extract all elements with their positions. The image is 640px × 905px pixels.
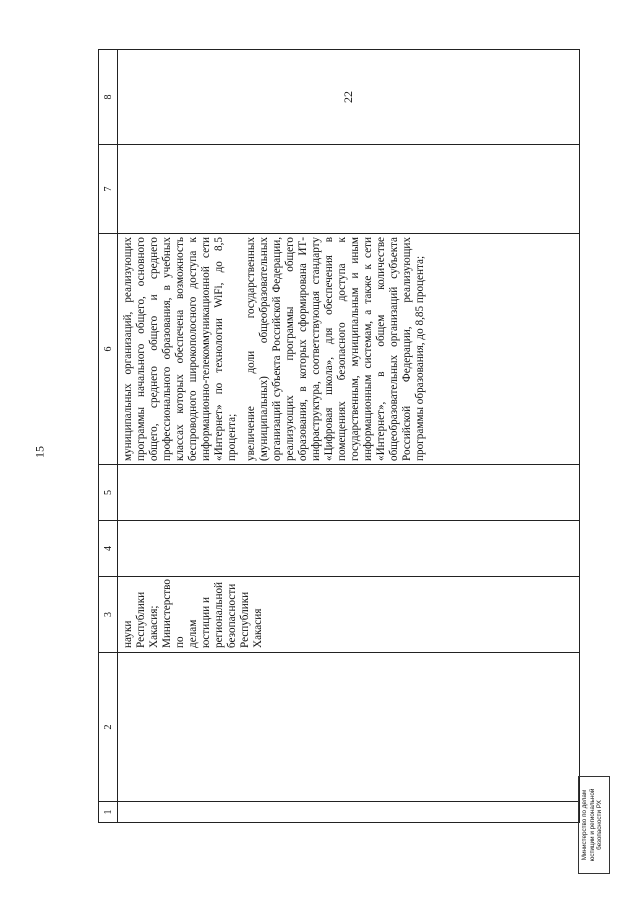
responsible-line: науки [122,620,134,648]
header-col-6: 6 [99,234,118,465]
responsible-line: делам юстиции и [187,597,212,648]
header-col-4: 4 [99,521,118,577]
cell-responsible [118,577,580,653]
cell-col-1 [118,802,580,823]
stamp-line: Министерство по делам [581,789,588,861]
responsible-line: Хакасия; [148,605,160,648]
cell-col-5 [118,465,580,521]
responsible-line: Министерство по [161,579,186,648]
header-col-7: 7 [99,145,118,234]
indicator-paragraph: увеличение доли государственных (муниципальных) общеобразовательных организаций субъекта Российской Федерации, реализующих программы общего образования, в которых сформирована ИТ-инфраструктура, соответствующая стандарту «Цифровая школа», для обеспечения в помещениях безопасного доступа к государственным, муниципальным и иным информационным системам, а также к сети «Интернет», в общем количестве общеобразовательных организаций субъекта Российской Федерации, реализующих программы образования, до 8,85 процента; [245,237,426,461]
header-col-3: 3 [99,577,118,653]
cell-col-7 [118,145,580,234]
stamp-line: юстиции и региональной [588,788,596,862]
cell-value: 22 [118,50,580,145]
header-col-1: 1 [99,802,118,823]
header-row [99,50,118,823]
cell-indicators [118,234,580,465]
table-row [118,50,580,823]
header-col-5: 5 [99,465,118,521]
responsible-line: Республики [135,591,147,648]
stamp-line: безопасности РХ [596,800,603,850]
stamp-text [579,777,609,873]
responsible-line: безопасности [226,583,238,648]
rotated-table-container [98,58,580,823]
page-number: 15 [32,446,47,458]
responsible-line: региональной [213,581,225,648]
header-col-2: 2 [99,653,118,802]
responsible-line: Республики [239,591,251,648]
responsible-line: Хакасия [252,608,264,648]
cell-col-4 [118,521,580,577]
cell-col-2 [118,653,580,802]
header-col-8: 8 [99,50,118,145]
ministry-stamp [578,776,610,874]
data-table [98,49,580,823]
indicator-paragraph: муниципальных организаций, реализующих программы начального общего, основного общего, среднего общего и среднего профессионального образования, в учебных классах которых обеспечена возможность беспроводного широкополосного доступа к информационно-телекоммуникационной сети «Интернет» по технологии WiFi, до 8,5 процента; [122,237,238,461]
